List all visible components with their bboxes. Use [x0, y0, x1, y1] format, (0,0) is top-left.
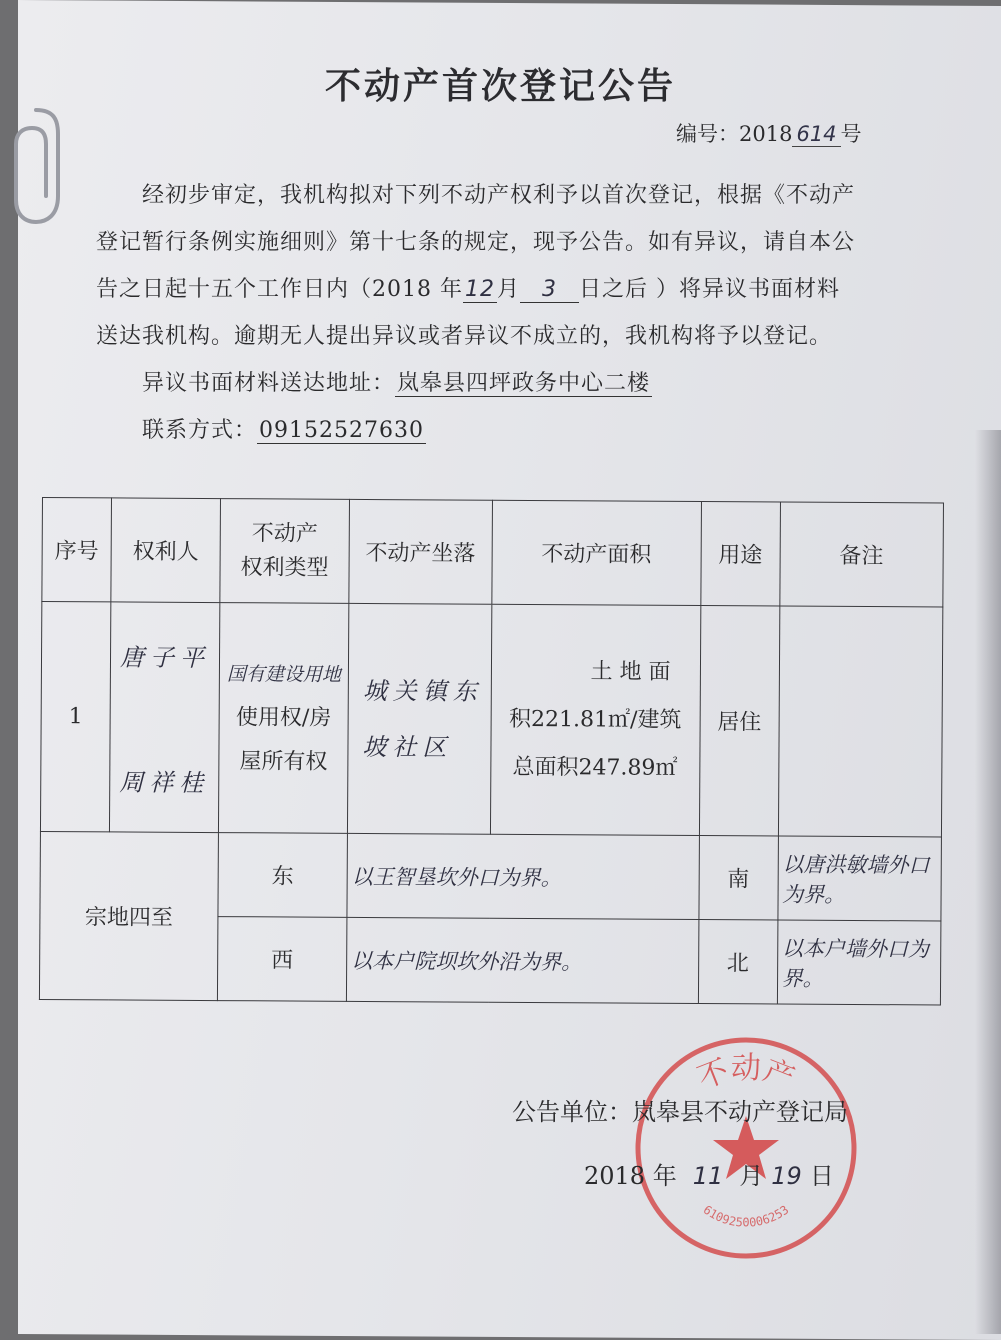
svg-text:6109250006253 — [701, 1203, 792, 1230]
footer-month-char: 月 — [739, 1162, 764, 1190]
paperclip-icon — [6, 100, 66, 230]
header-type-a: 不动产 — [251, 520, 318, 547]
header-area: 不动产面积 — [491, 500, 701, 605]
body-line-3 — [96, 266, 896, 313]
row-type — [218, 603, 348, 834]
row-area — [490, 604, 700, 835]
notice-number — [676, 118, 862, 148]
header-location: 不动产坐落 — [349, 499, 492, 604]
row-area-a: 土 地 面 — [590, 658, 671, 685]
official-seal — [628, 1030, 864, 1266]
date-pre: 告之日起十五个工作日内（2018 年 — [96, 277, 463, 302]
header-type — [220, 499, 350, 604]
number-suffix: 号 — [840, 122, 862, 146]
header-type-b: 权利类型 — [240, 554, 329, 581]
boundary-west: 以本户院坝坎外沿为界。 — [346, 917, 698, 1003]
row-use: 居住 — [699, 606, 779, 836]
contact-value: 09152527630 — [259, 418, 424, 443]
svg-text:不动产 — [693, 1051, 799, 1097]
header-seq: 序号 — [42, 498, 112, 602]
boundary-east-label: 东 — [218, 833, 348, 918]
boundary-east: 以王智垦坎外口为界。 — [347, 833, 699, 919]
seal-top-text: 不动产 — [692, 1051, 800, 1097]
row-type-c: 屋所有权 — [239, 748, 328, 775]
boundary-label: 宗地四至 — [39, 831, 218, 1000]
address-line — [96, 360, 896, 407]
address-label: 异议书面材料送达地址： — [142, 371, 396, 396]
date-post: 日之后 ）将异议书面材料 — [579, 277, 840, 302]
deadline-month: 12 — [464, 277, 495, 302]
row-type-b: 使用权/房 — [235, 704, 332, 731]
boundary-north: 以本户墙外口为界。 — [777, 920, 941, 1005]
footer-day: 19 — [771, 1162, 802, 1190]
body-line-2: 登记暂行条例实施细则》第十七条的规定，现予公告。如有异议，请自本公 — [96, 230, 856, 255]
body-line-4: 送达我机构。逾期无人提出异议或者异议不成立的，我机构将予以登记。 — [96, 324, 833, 349]
footer-unit: 公告单位：岚皋县不动产登记局 — [512, 1098, 848, 1126]
number-label: 编号：2018 — [676, 122, 793, 146]
property-table — [39, 497, 944, 1006]
footer-year: 2018 年 — [584, 1162, 677, 1190]
header-holder: 权利人 — [111, 498, 221, 603]
table-row — [40, 602, 942, 837]
row-area-b: 积221.81㎡/建筑 — [508, 706, 682, 733]
holder-1: 唐子平 — [119, 642, 211, 672]
seal-code: 6109250006253 — [700, 1202, 792, 1230]
header-use: 用途 — [700, 502, 780, 606]
boundary-south-label: 南 — [699, 836, 779, 920]
header-note: 备注 — [779, 502, 943, 607]
boundary-row-1 — [40, 831, 941, 921]
footer-day-char: 日 — [809, 1162, 834, 1190]
number-handwritten: 614 — [792, 122, 840, 147]
boundary-south: 以唐洪敏墙外口为界。 — [778, 836, 942, 921]
month-char: 月 — [496, 277, 520, 302]
footer-month: 11 — [692, 1162, 724, 1190]
contact-line — [96, 407, 896, 454]
row-note — [778, 606, 943, 837]
row-location-a: 城关镇东 — [362, 676, 483, 706]
holder-2: 周祥桂 — [119, 767, 210, 797]
row-seq: 1 — [40, 602, 110, 832]
row-holders — [109, 602, 219, 833]
paper-shadow — [975, 430, 1001, 1334]
footer-date — [584, 1156, 834, 1191]
row-type-a: 国有建设用地 — [226, 662, 341, 686]
body-line-1: 经初步审定，我机构拟对下列不动产权利予以首次登记，根据《不动产 — [142, 183, 856, 208]
contact-label: 联系方式： — [142, 418, 258, 443]
boundary-west-label: 西 — [217, 917, 347, 1002]
address-value: 岚皋县四坪政务中心二楼 — [397, 371, 651, 396]
table-header-row — [42, 498, 944, 608]
deadline-day: 3 — [520, 277, 579, 303]
notice-body — [96, 172, 896, 454]
boundary-north-label: 北 — [698, 920, 778, 1004]
row-location-b: 坡社区 — [362, 732, 453, 762]
row-area-c: 总面积247.89㎡ — [512, 754, 678, 781]
row-location — [347, 603, 491, 834]
page-title: 不动产首次登记公告 — [324, 66, 676, 107]
